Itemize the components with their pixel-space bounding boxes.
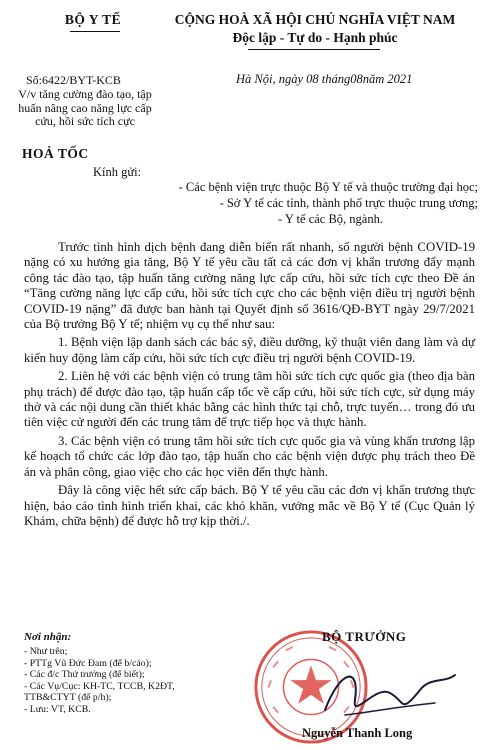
urgency-label: HOẢ TỐC	[22, 146, 89, 161]
document-number: Số:6422/BYT-KCB	[26, 73, 121, 87]
republic-name: CỘNG HOÀ XÃ HỘI CHỦ NGHĨA VIỆT NAM	[174, 12, 456, 27]
body-paragraph: 3. Các bệnh viện có trung tâm hồi sức tích cực quốc gia và vùng khẩn trương lập kế hoạch tổ chức các lớp đào tạo, tập huấn cho các bệnh viện được phụ trách theo Đề án và phân công, giao việc cho các học viên đến thực hành.	[24, 433, 475, 479]
receiver-item: - Các Vụ/Cục: KH-TC, TCCB, K2ĐT,	[24, 680, 175, 692]
body-paragraph: 2. Liên hệ với các bệnh viện có trung tâm hồi sức tích cực quốc gia (theo địa bàn phụ trách) để được đào tạo, tập huấn cấp tốc về cấp cứu, hồi sức tích cực, sử dụng máy thở và các nội dung cần thiết khác bằng các hình thức tại chỗ, trực tuyến… trong đó ưu tiên việc cử người đến các trung tâm để trực tiếp học và thực hành.	[24, 369, 475, 430]
body-paragraph: 1. Bệnh viện lập danh sách các bác sỹ, điều dưỡng, kỹ thuật viên đang làm và dự kiến huy động làm cấp cứu, hồi sức tích cực điều trị người bệnh COVID-19.	[24, 335, 475, 365]
letter-body	[24, 240, 475, 531]
recipient-item: - Các bệnh viện trực thuộc Bộ Y tế và thuộc trường đại học;	[178, 180, 478, 194]
motto-underline	[248, 49, 380, 50]
receivers-list	[24, 646, 175, 716]
greeting: Kính gửi:	[93, 165, 142, 179]
signatory-name: Nguyễn Thanh Long	[302, 726, 413, 740]
place-and-date: Hà Nội, ngày 08 tháng08năm 2021	[236, 72, 413, 86]
ministry-underline	[70, 31, 120, 32]
handwritten-signature	[305, 655, 465, 735]
receiver-item: - PTTg Vũ Đức Đam (để b/cáo);	[24, 657, 152, 669]
body-paragraph: Đây là công việc hết sức cấp bách. Bộ Y tế yêu cầu các đơn vị khẩn trương thực hiện, báo cáo tình hình triển khai, các khó khăn, vướng mắc về Bộ Y tế (Cục Quản lý Khám, chữa bệnh) để được hỗ trợ kịp thời./.	[24, 483, 475, 528]
recipient-list	[98, 179, 478, 227]
national-motto: Độc lập - Tự do - Hạnh phúc	[232, 30, 398, 45]
body-paragraph: Trước tình hình dịch bệnh đang diễn biến rất nhanh, số người bệnh COVID-19 nặng có xu hướng gia tăng, Bộ Y tế yêu cầu tất cả các đơn vị khẩn trương đẩy mạnh công tác đào tạo, tập huấn tăng cường năng lực cấp cứu, hồi sức tích cực theo Đề án “Tăng cường năng lực cấp cứu, hồi sức tích cực cho các bệnh viện điều trị người bệnh COVID-19 nặng” đã được ban hành tại Quyết định số 3616/QĐ-BYT ngày 29/7/2021 của Bộ trưởng Bộ Y tế; nhiệm vụ cụ thể như sau:	[24, 240, 475, 332]
receiver-item: - Các đ/c Thứ trưởng (để biết);	[24, 669, 145, 681]
signatory-title: BỘ TRƯỞNG	[322, 629, 407, 644]
receiver-item: - Lưu: VT, KCB.	[24, 703, 91, 715]
receiver-item: TTB&CTYT (để p/h);	[24, 692, 112, 704]
document-subject: V/v tăng cường đào tạo, tập huấn nâng cao năng lực cấp cứu, hồi sức tích cực	[18, 87, 152, 128]
recipient-item: - Y tế các Bộ, ngành.	[278, 212, 383, 226]
ministry-name: BỘ Y TẾ	[64, 12, 122, 27]
recipient-item: - Sở Y tế các tỉnh, thành phố trực thuộc trung ương;	[219, 196, 478, 210]
receiver-item: - Như trên;	[24, 646, 68, 657]
receivers-title: Nơi nhận:	[24, 631, 72, 643]
